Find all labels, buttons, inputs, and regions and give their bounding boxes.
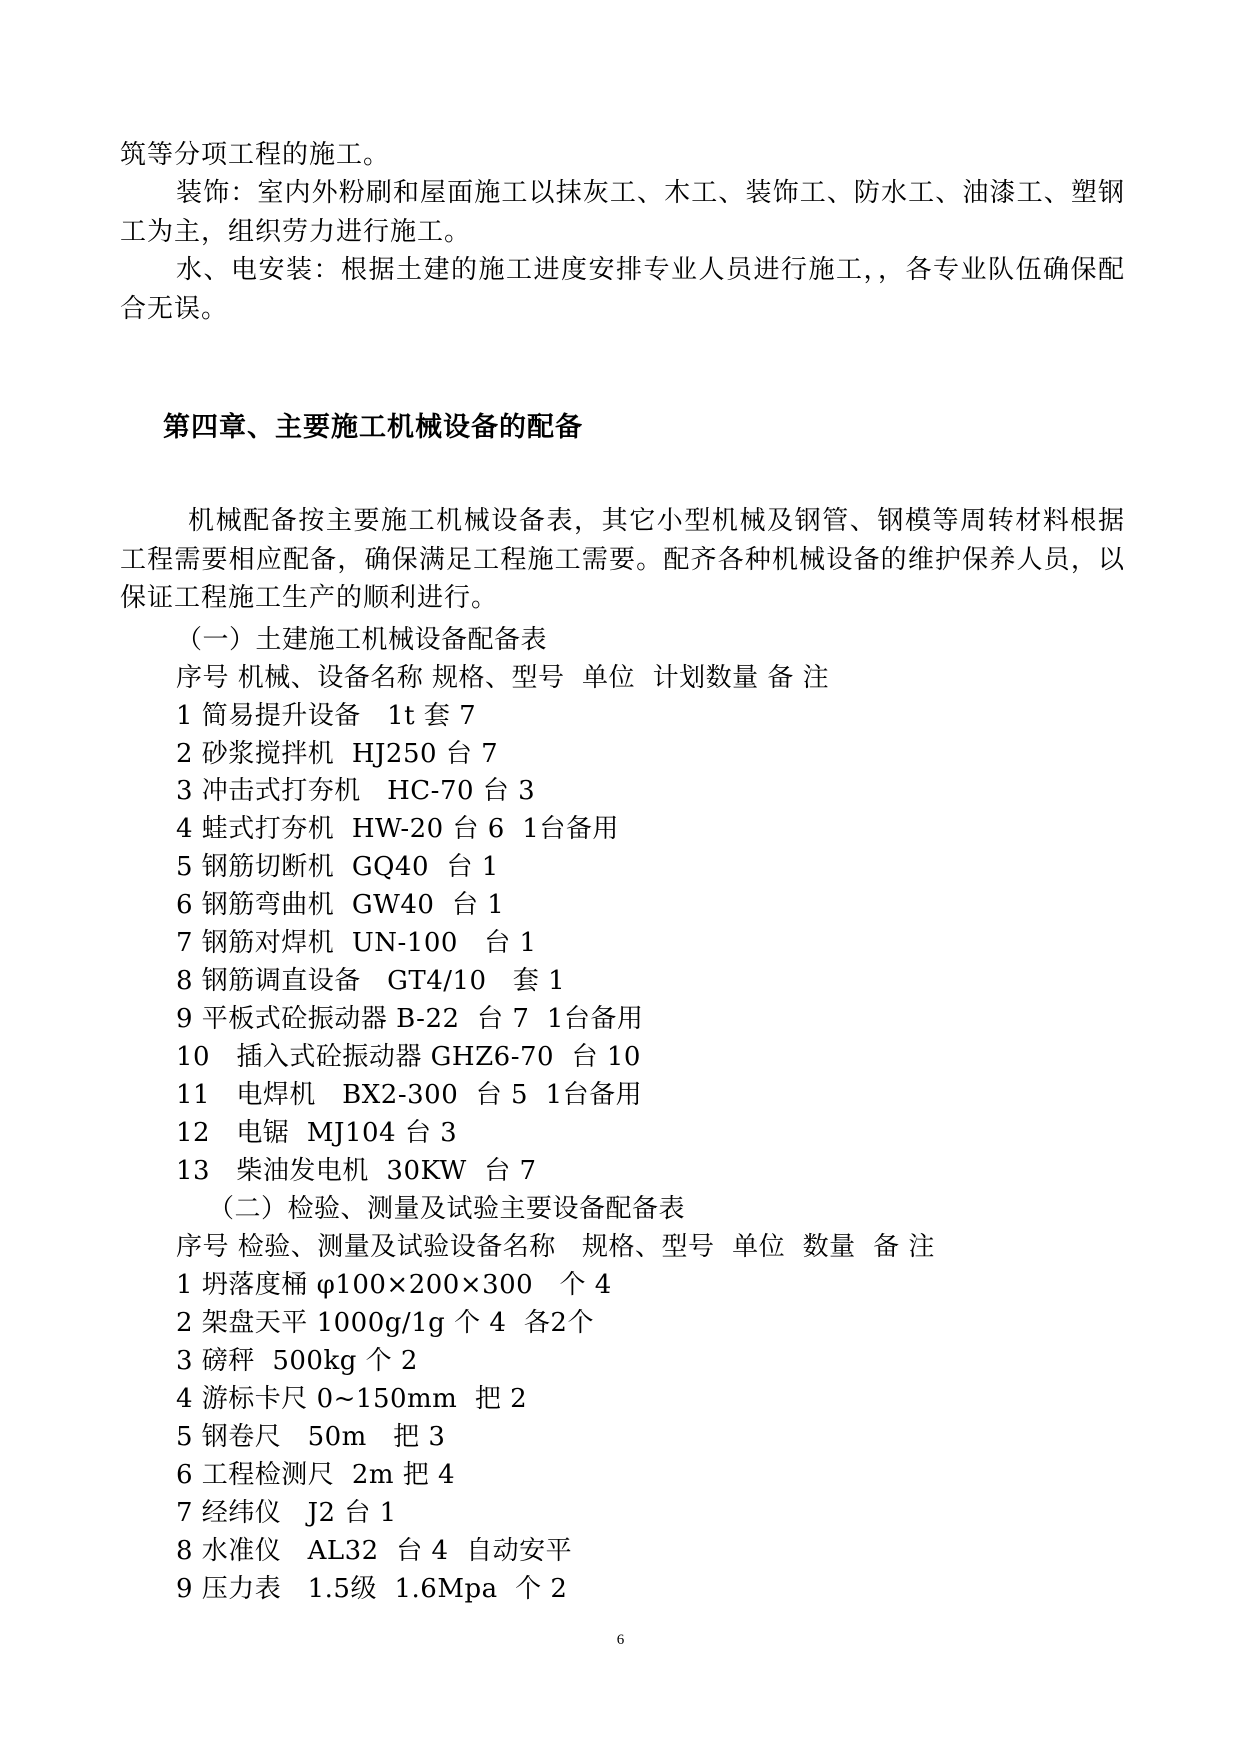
table2-row: 3 磅秤 500kg 个 2	[176, 1346, 418, 1376]
table1-row: 5 钢筋切断机 GQ40 台 1	[176, 852, 499, 882]
page-number: 6	[616, 1632, 625, 1648]
chapter-heading: 第四章、主要施工机械设备的配备	[163, 412, 583, 443]
table1-row: 9 平板式砼振动器 B-22 台 7 1台备用	[176, 1004, 644, 1034]
paragraph-continuation: 筑等分项工程的施工。	[120, 140, 391, 170]
table2-row: 5 钢卷尺 50m 把 3	[176, 1422, 446, 1452]
table1-row: 2 砂浆搅拌机 HJ250 台 7	[176, 739, 499, 769]
table1-row: 3 冲击式打夯机 HC-70 台 3	[176, 776, 536, 806]
table2-row: 8 水准仪 AL32 台 4 自动安平	[176, 1536, 573, 1566]
table1-row: 12 电锯 MJ104 台 3	[176, 1118, 458, 1148]
table1-row: 13 柴油发电机 30KW 台 7	[176, 1156, 537, 1186]
table1-row: 1 简易提升设备 1t 套 7	[176, 701, 477, 731]
table2-row: 9 压力表 1.5级 1.6Mpa 个 2	[176, 1574, 568, 1604]
table2-row: 4 游标卡尺 0~150mm 把 2	[176, 1384, 528, 1414]
table1-row: 10 插入式砼振动器 GHZ6-70 台 10	[176, 1042, 641, 1072]
table1-row: 6 钢筋弯曲机 GW40 台 1	[176, 890, 505, 920]
table1-title: （一）土建施工机械设备配备表	[176, 625, 548, 655]
table2-header: 序号 检验、测量及试验设备名称 规格、型号 单位 数量 备 注	[176, 1232, 935, 1262]
table2-row: 6 工程检测尺 2m 把 4	[176, 1460, 456, 1490]
table1-row: 4 蛙式打夯机 HW-20 台 6 1台备用	[176, 814, 619, 844]
table1-row: 8 钢筋调直设备 GT4/10 套 1	[176, 966, 566, 996]
chapter-body-paragraph: 机械配备按主要施工机械设备表，其它小型机械及钢管、钢模等周转材料根据工程需要相应配备，确保满足工程施工需要。配齐各种机械设备的维护保养人员，以保证工程施工生产的顺利进行。	[120, 506, 1125, 613]
table2-row: 2 架盘天平 1000g/1g 个 4 各2个	[176, 1308, 594, 1338]
table1-header: 序号 机械、设备名称 规格、型号 单位 计划数量 备 注	[176, 663, 830, 693]
table1-row: 11 电焊机 BX2-300 台 5 1台备用	[176, 1080, 643, 1110]
table2-row: 1 坍落度桶 φ100×200×300 个 4	[176, 1270, 612, 1300]
paragraph-decoration: 装饰：室内外粉刷和屋面施工以抹灰工、木工、装饰工、防水工、油漆工、塑钢工为主，组织劳力进行施工。	[120, 178, 1125, 247]
table2-title: （二）检验、测量及试验主要设备配备表	[208, 1194, 686, 1224]
table1-row: 7 钢筋对焊机 UN-100 台 1	[176, 928, 537, 958]
paragraph-installation: 水、电安装：根据土建的施工进度安排专业人员进行施工，，各专业队伍确保配合无误。	[120, 255, 1125, 324]
table2-row: 7 经纬仪 J2 台 1	[176, 1498, 397, 1528]
